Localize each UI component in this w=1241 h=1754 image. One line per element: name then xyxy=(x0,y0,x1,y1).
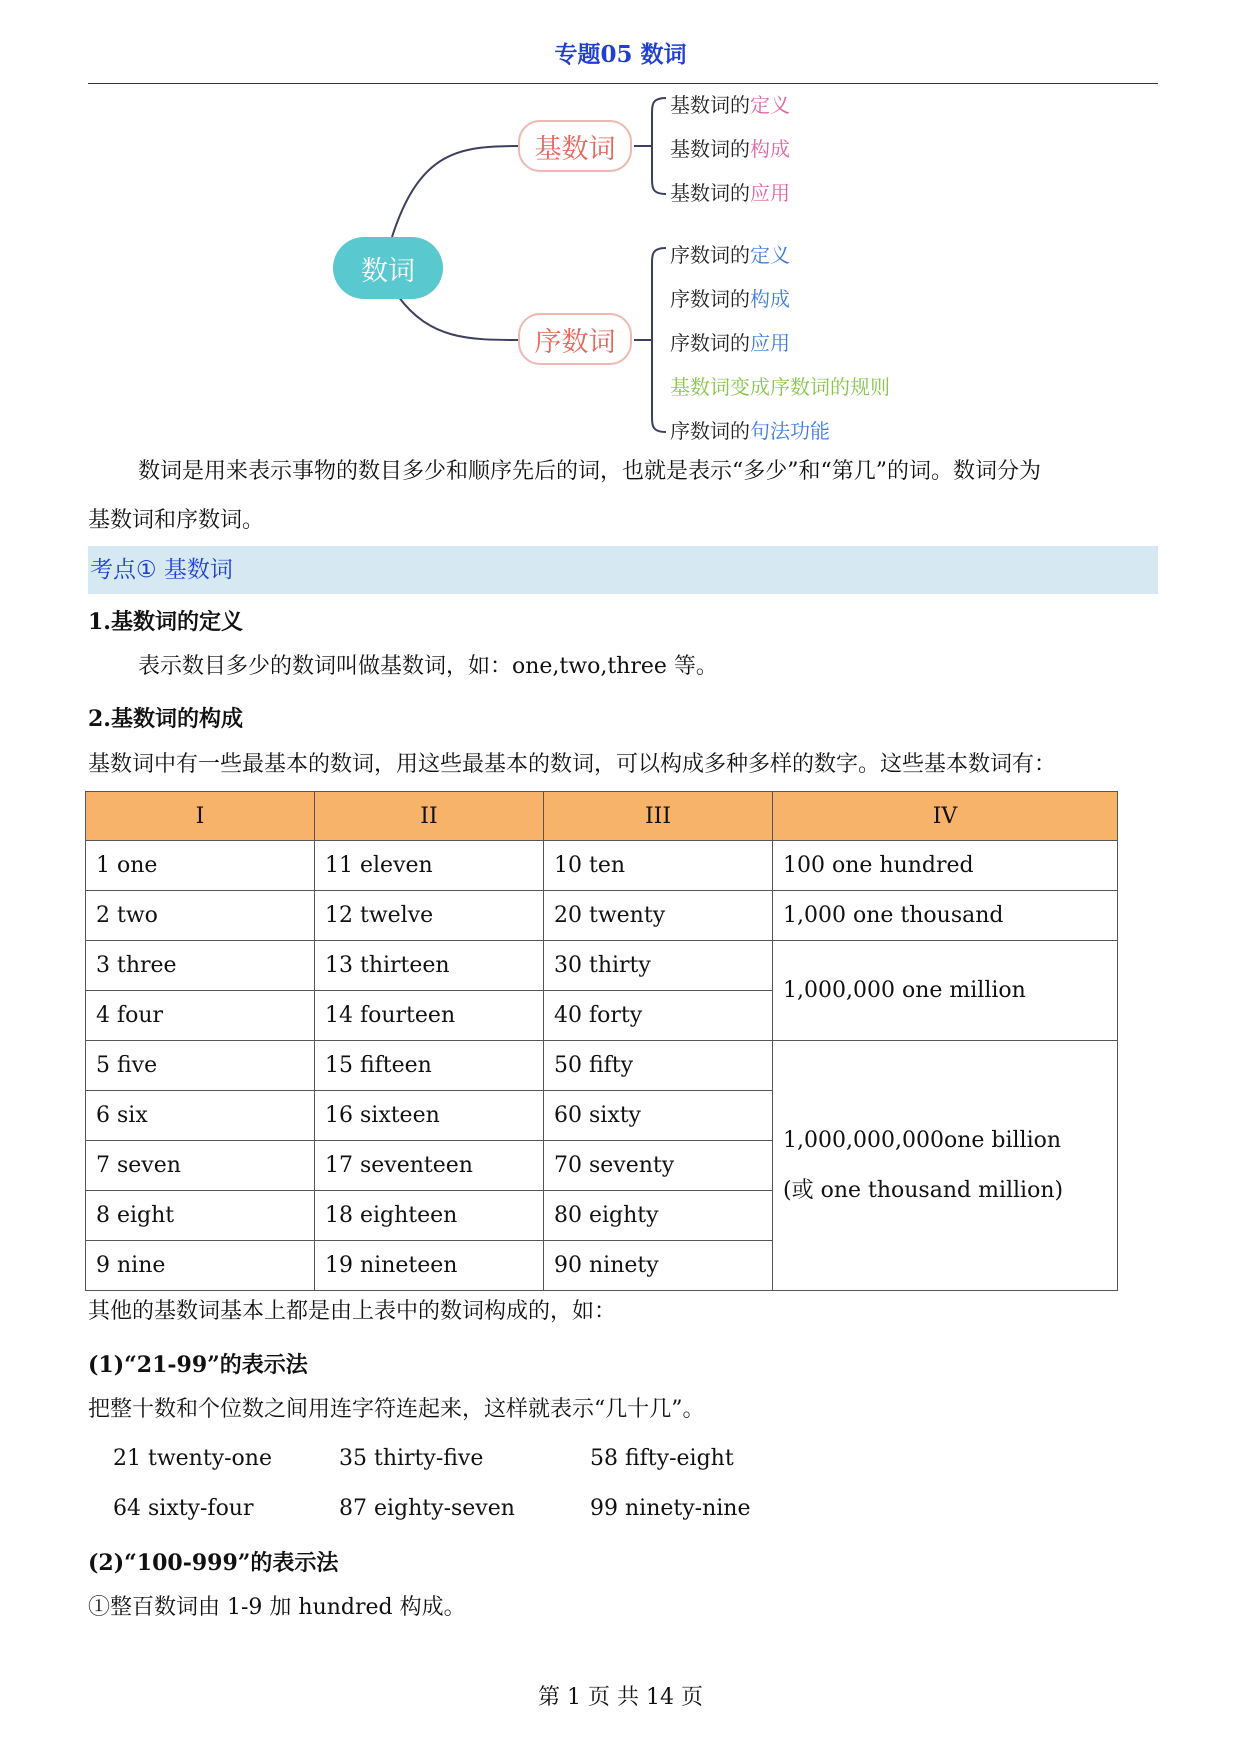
table-cell: 30 thirty xyxy=(544,941,773,991)
table-header: I xyxy=(86,792,315,841)
table-header: III xyxy=(544,792,773,841)
mind-map-leaf: 基数词变成序数词的规则 xyxy=(670,375,890,399)
intro-line-1: 数词是用来表示事物的数目多少和顺序先后的词，也就是表示“多少”和“第几”的词。数词分为 xyxy=(138,459,1041,484)
mind-map-leaf: 序数词的句法功能 xyxy=(670,419,830,443)
table-cell: 1,000 one thousand xyxy=(773,891,1118,941)
mind-map-leaf: 序数词的构成 xyxy=(670,287,790,311)
table-cell: 17 seventeen xyxy=(315,1141,544,1191)
table-header: II xyxy=(315,792,544,841)
table-cell: 10 ten xyxy=(544,841,773,891)
table-cell: 100 one hundred xyxy=(773,841,1118,891)
table-header-row xyxy=(86,792,1118,841)
table-row xyxy=(86,891,1118,941)
table-cell: 19 nineteen xyxy=(315,1241,544,1291)
example-item: 35 thirty-five xyxy=(339,1446,484,1471)
cardinal-number-table xyxy=(85,791,1118,1291)
table-cell: 3 three xyxy=(86,941,315,991)
billion-line-1: 1,000,000,000one billion xyxy=(783,1127,1062,1153)
table-cell: 70 seventy xyxy=(544,1141,773,1191)
example-item: 87 eighty-seven xyxy=(339,1496,515,1521)
table-cell: 5 five xyxy=(86,1041,315,1091)
table-cell: 4 four xyxy=(86,991,315,1041)
table-row xyxy=(86,841,1118,891)
table-cell: 16 sixteen xyxy=(315,1091,544,1141)
table-row xyxy=(86,941,1118,991)
table-cell: 20 twenty xyxy=(544,891,773,941)
table-cell: 13 thirteen xyxy=(315,941,544,991)
mind-map-leaf: 基数词的定义 xyxy=(670,93,790,117)
intro-line-2: 基数词和序数词。 xyxy=(88,508,265,533)
example-item: 21 twenty-one xyxy=(113,1446,272,1471)
mind-map-root: 数词 xyxy=(333,237,443,299)
mind-map-branch-cardinal: 基数词 xyxy=(518,120,632,172)
table-cell: 1 one xyxy=(86,841,315,891)
composition-text: 基数词中有一些最基本的数词，用这些最基本的数词，可以构成多种多样的数字。这些基本数词有： xyxy=(88,752,1057,777)
table-cell: 12 twelve xyxy=(315,891,544,941)
table-cell: 7 seven xyxy=(86,1141,315,1191)
example-item: 99 ninety-nine xyxy=(590,1496,751,1521)
table-cell: 14 fourteen xyxy=(315,991,544,1041)
example-item: 58 fifty-eight xyxy=(590,1446,734,1471)
heading-100-999: (2)“100-999”的表示法 xyxy=(88,1550,339,1576)
table-cell: 80 eighty xyxy=(544,1191,773,1241)
table-cell: 50 fifty xyxy=(544,1041,773,1091)
desc-21-99: 把整十数和个位数之间用连字符连起来，这样就表示“几十几”。 xyxy=(88,1397,705,1422)
page-footer: 第 1 页 共 14 页 xyxy=(538,1685,703,1710)
table-cell: 9 nine xyxy=(86,1241,315,1291)
heading-21-99: (1)“21-99”的表示法 xyxy=(88,1352,308,1378)
mind-map-leaf: 基数词的应用 xyxy=(670,181,790,205)
table-cell: 2 two xyxy=(86,891,315,941)
mind-map-leaf: 序数词的应用 xyxy=(670,331,790,355)
table-header: IV xyxy=(773,792,1118,841)
table-cell-billion xyxy=(773,1041,1118,1291)
desc-100-999: ①整百数词由 1-9 加 hundred 构成。 xyxy=(88,1595,466,1620)
table-cell: 8 eight xyxy=(86,1191,315,1241)
table-cell: 90 ninety xyxy=(544,1241,773,1291)
heading-definition: 1.基数词的定义 xyxy=(88,609,243,635)
table-cell: 15 fifteen xyxy=(315,1041,544,1091)
document-title: 专题05 数词 xyxy=(554,41,687,68)
table-row xyxy=(86,1041,1118,1091)
mind-map-branch-ordinal: 序数词 xyxy=(518,313,632,365)
after-table-text: 其他的基数词基本上都是由上表中的数词构成的，如： xyxy=(88,1299,617,1324)
mind-map-leaf: 基数词的构成 xyxy=(670,137,790,161)
table-cell: 6 six xyxy=(86,1091,315,1141)
table-cell: 18 eighteen xyxy=(315,1191,544,1241)
heading-composition: 2.基数词的构成 xyxy=(88,706,243,732)
billion-line-2: (或 one thousand million) xyxy=(783,1177,1064,1203)
table-cell: 60 sixty xyxy=(544,1091,773,1141)
definition-text: 表示数目多少的数词叫做基数词，如：one,two,three 等。 xyxy=(138,654,718,679)
table-cell: 11 eleven xyxy=(315,841,544,891)
mind-map-connectors xyxy=(0,0,1241,460)
section-title: 考点① 基数词 xyxy=(90,557,233,583)
example-item: 64 sixty-four xyxy=(113,1496,254,1521)
table-cell: 1,000,000 one million xyxy=(773,941,1118,1041)
table-cell: 40 forty xyxy=(544,991,773,1041)
section-header-bar xyxy=(88,546,1158,594)
mind-map-leaf: 序数词的定义 xyxy=(670,243,790,267)
